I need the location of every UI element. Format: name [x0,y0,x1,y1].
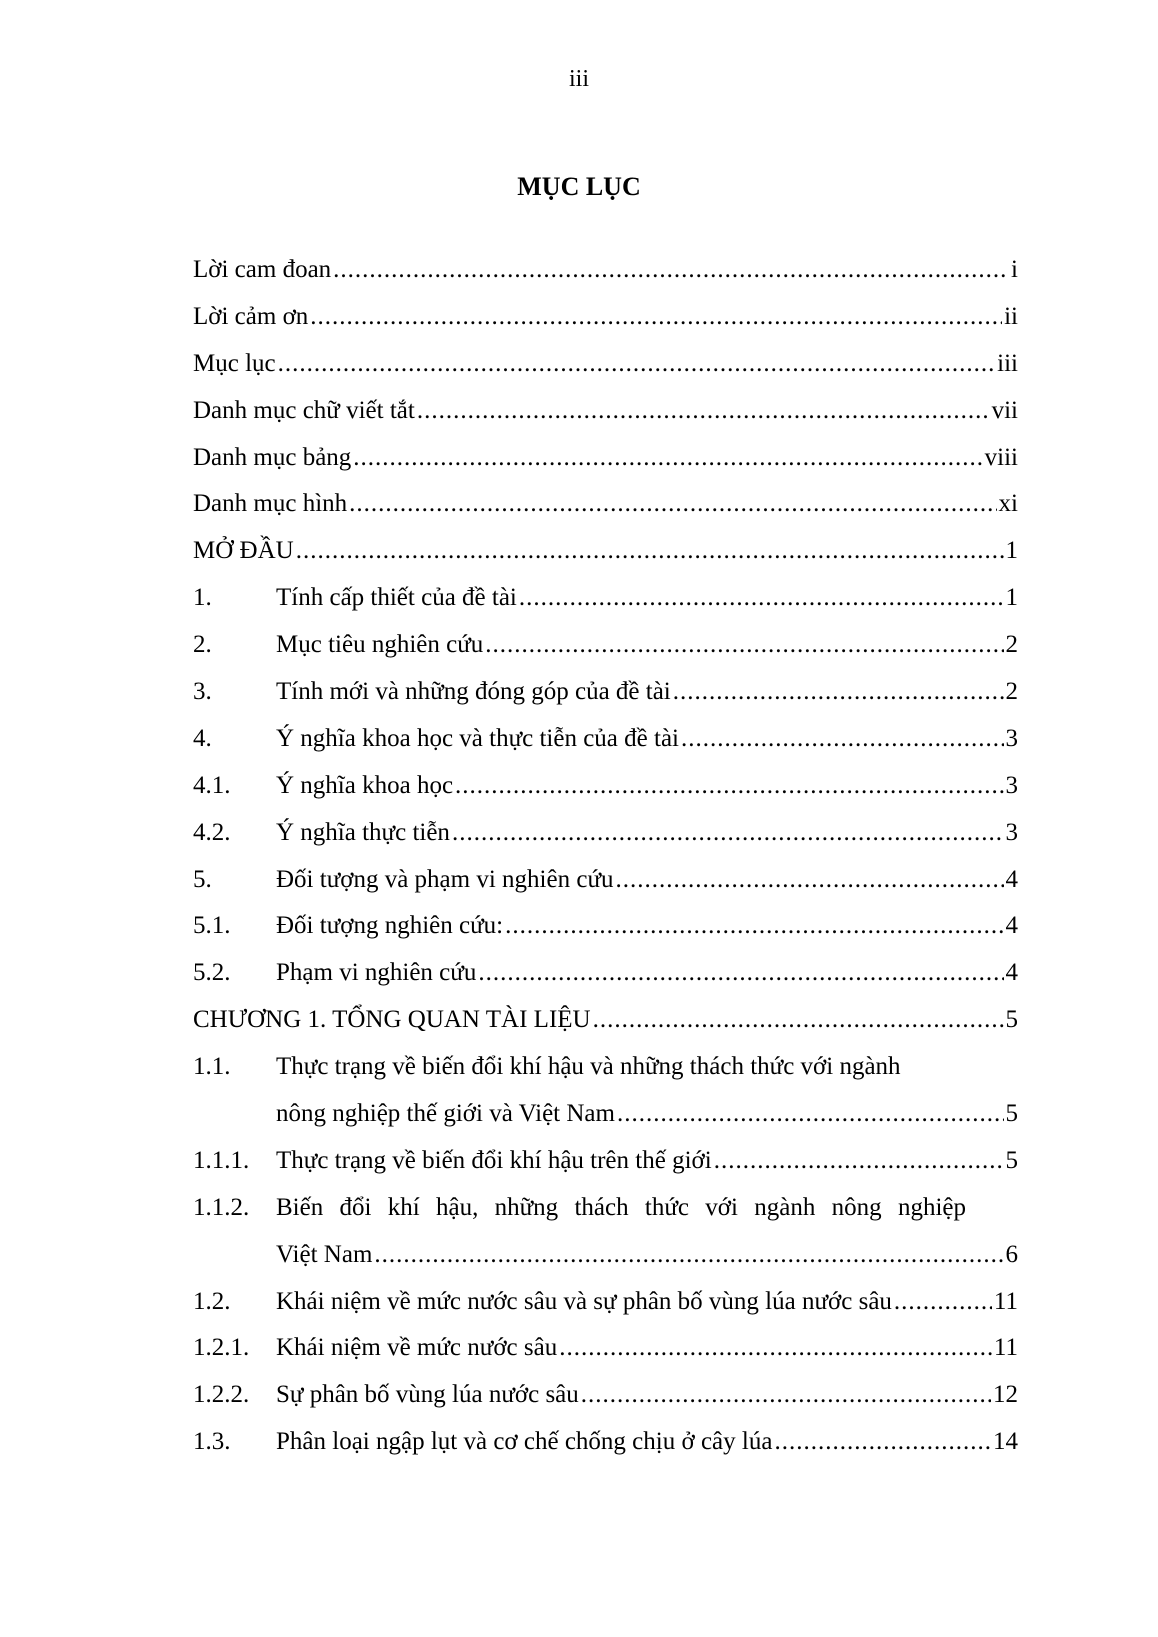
toc-entry-text: Mục tiêu nghiên cứu [276,631,484,659]
toc-entry-number: 3. [193,678,212,706]
toc-entry-number: 5.1. [193,912,231,940]
toc-entry[interactable] [193,435,1018,482]
toc-entry[interactable] [193,716,1018,763]
toc-entry-text: Danh mục bảng [193,443,352,471]
toc-title: MỤC LỤC [517,172,641,201]
leader-dots [505,903,1003,950]
toc-entry-text: Ý nghĩa thực tiễn [276,818,450,846]
page-number: iii [568,66,589,92]
toc-entry-text: Tính cấp thiết của đề tài [276,584,517,612]
toc-entry-text: Mục lục [193,349,276,377]
toc-entry[interactable] [193,575,1018,622]
toc-entry-number: 1.1.2. [193,1193,250,1221]
leader-dots [278,341,996,388]
table-of-contents [193,247,1018,1466]
leader-dots [478,950,1003,997]
toc-entry[interactable] [193,1419,1018,1466]
leader-dots [452,810,1004,857]
toc-entry-page: vii [991,396,1018,424]
toc-entry[interactable] [193,481,1018,528]
toc-entry[interactable] [193,997,1018,1044]
toc-entry-page: 5 [1005,1006,1018,1034]
toc-entry[interactable] [193,247,1018,294]
leader-dots [349,481,996,528]
toc-entry-text: Phân loại ngập lụt và cơ chế chống chịu ở cây lúa [276,1428,773,1456]
toc-entry[interactable] [193,622,1018,669]
toc-entry-number: 1. [193,584,212,612]
leader-dots [617,1091,1004,1138]
toc-entry-text: Danh mục hình [193,490,348,518]
toc-entry-number: 1.2. [193,1287,231,1315]
toc-entry-number: 1.1.1. [193,1146,250,1174]
toc-entry-text: nông nghiệp thế giới và Việt Nam [276,1100,615,1128]
toc-entry-page: 5 [1005,1100,1018,1128]
toc-entry-number: 4.1. [193,771,231,799]
toc-entry-page: 3 [1005,724,1018,752]
leader-dots [581,1372,991,1419]
toc-entry[interactable] [193,528,1018,575]
toc-entry-text: MỞ ĐẦU [193,537,294,565]
toc-entry-page: 6 [1005,1240,1018,1268]
toc-entry-text: Ý nghĩa khoa học [276,771,454,799]
leader-dots [353,435,982,482]
leader-dots [333,247,1009,294]
toc-entry-page: xi [998,490,1018,518]
toc-entry[interactable] [193,294,1018,341]
toc-entry[interactable] [193,857,1018,904]
toc-entry-text: Khái niệm về mức nước sâu [276,1334,558,1362]
toc-entry[interactable] [193,1372,1018,1419]
toc-entry-number: 4. [193,724,212,752]
toc-entry[interactable] [193,950,1018,997]
toc-entry-text: Khái niệm về mức nước sâu và sự phân bố vùng lúa nước sâu [276,1287,892,1315]
toc-entry-text: Lời cảm ơn [193,302,309,330]
toc-entry-page: iii [997,349,1018,377]
toc-entry-page: 5 [1005,1146,1018,1174]
toc-entry-page: 1 [1005,584,1018,612]
toc-entry-page: 11 [993,1334,1018,1362]
leader-dots [681,716,1004,763]
toc-entry-text: Tính mới và những đóng góp của đề tài [276,678,671,706]
toc-entry[interactable] [193,669,1018,716]
toc-entry-text: Phạm vi nghiên cứu [276,959,477,987]
leader-dots [296,528,1004,575]
leader-dots [417,388,990,435]
toc-entry-text-line1: Thực trạng về biến đổi khí hậu và những thách thức với ngành [276,1053,901,1081]
toc-entry-number: 5.2. [193,959,231,987]
toc-entry[interactable] [193,763,1018,810]
toc-entry-page: 4 [1005,912,1018,940]
leader-dots [774,1419,991,1466]
toc-entry-page: 4 [1005,959,1018,987]
toc-entry[interactable] [193,1185,1018,1279]
leader-dots [519,575,1004,622]
toc-entry-page: 4 [1005,865,1018,893]
toc-entry-text: CHƯƠNG 1. TỔNG QUAN TÀI LIỆU [193,1006,591,1034]
leader-dots [616,857,1004,904]
toc-entry-number: 1.3. [193,1428,231,1456]
leader-dots [714,1138,1004,1185]
leader-dots [310,294,1002,341]
toc-entry-page: 11 [993,1287,1018,1315]
toc-entry[interactable] [193,1325,1018,1372]
toc-entry-page: 14 [993,1428,1018,1456]
leader-dots [455,763,1003,810]
toc-entry-text: Ý nghĩa khoa học và thực tiễn của đề tài [276,724,679,752]
toc-entry-page: 2 [1005,631,1018,659]
toc-entry[interactable] [193,341,1018,388]
toc-entry[interactable] [193,1279,1018,1326]
toc-entry-text-line1: Biến đổi khí hậu, những thách thức với ngành nông nghiệp [276,1193,966,1221]
toc-entry-number: 1.1. [193,1053,231,1081]
toc-entry[interactable] [193,1138,1018,1185]
toc-entry-text: Lời cam đoan [193,256,332,283]
toc-entry-page: 3 [1005,818,1018,846]
toc-entry-page: viii [984,443,1018,471]
toc-entry-page: 1 [1005,537,1018,565]
leader-dots [559,1325,992,1372]
toc-entry-text: Đối tượng và phạm vi nghiên cứu [276,865,614,893]
toc-entry-page: 12 [993,1381,1018,1409]
toc-entry-number: 1.2.2. [193,1381,250,1409]
toc-entry[interactable] [193,388,1018,435]
toc-entry-page: 3 [1005,771,1018,799]
toc-entry-number: 5. [193,865,212,893]
toc-entry-text: Đối tượng nghiên cứu: [276,912,504,940]
toc-entry-page: i [1011,256,1018,283]
leader-dots [374,1232,1003,1279]
toc-entry-text: Việt Nam [276,1240,373,1268]
leader-dots [485,622,1003,669]
toc-entry-text: Thực trạng về biến đổi khí hậu trên thế giới [276,1146,712,1174]
toc-entry-page: ii [1004,302,1018,330]
toc-entry-number: 4.2. [193,818,231,846]
toc-entry-text: Sự phân bố vùng lúa nước sâu [276,1381,579,1409]
toc-entry[interactable] [193,1044,1018,1138]
leader-dots [673,669,1004,716]
toc-entry[interactable] [193,810,1018,857]
leader-dots [593,997,1004,1044]
toc-entry-number: 1.2.1. [193,1334,250,1362]
leader-dots [894,1279,992,1326]
toc-entry[interactable] [193,903,1018,950]
toc-entry-text: Danh mục chữ viết tắt [193,396,415,424]
toc-entry-number: 2. [193,631,212,659]
toc-entry-page: 2 [1005,678,1018,706]
